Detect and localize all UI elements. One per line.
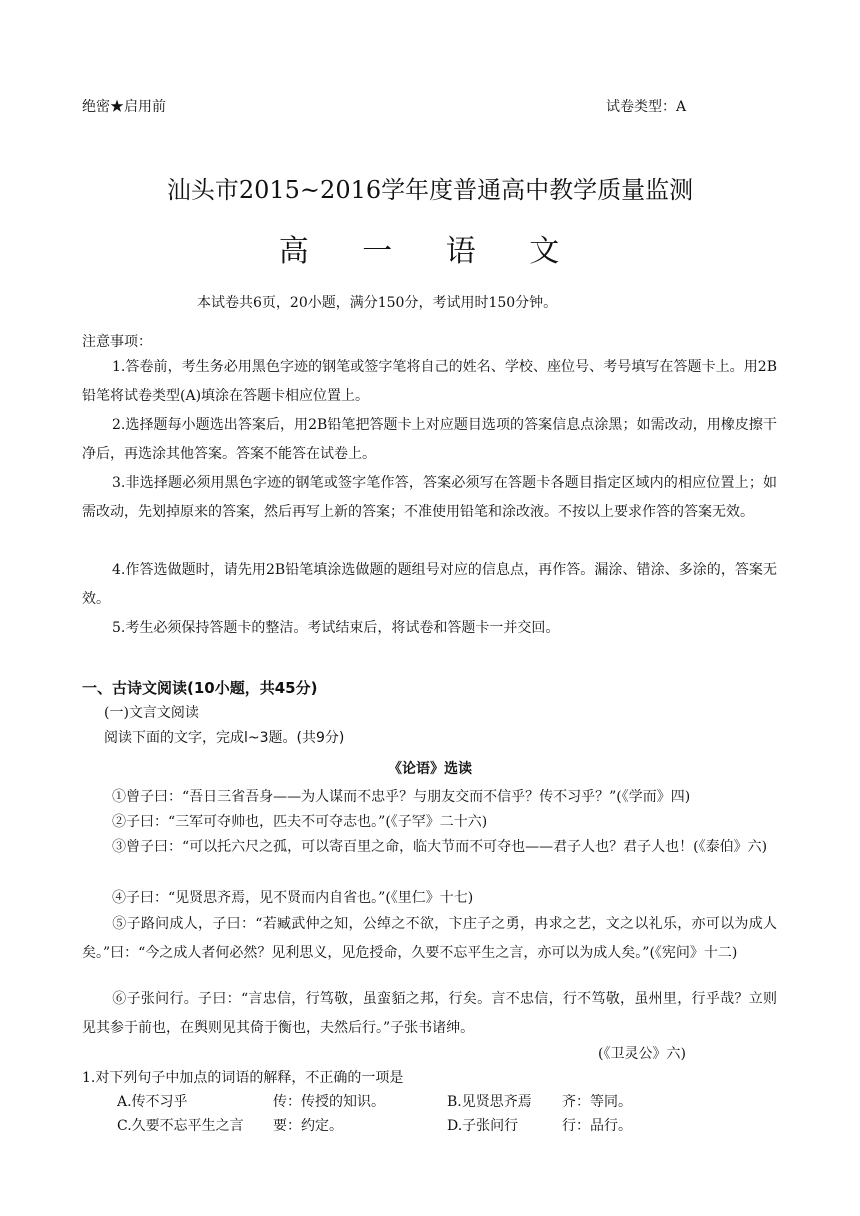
notice-item: 4.作答选做题时，请先用2B铅笔填涂选做题的题组号对应的信息点，再作答。漏涂、错涂、多涂的，答案无效。 (82, 562, 777, 607)
exam-title: 汕头市2015~2016学年度普通高中教学质量监测 (166, 176, 694, 204)
paper-type: 试卷类型：A (606, 99, 687, 115)
option-c-explain: 要：约定。 (273, 1118, 343, 1134)
passage-paragraph: ③曾子曰：“可以托六尺之孤，可以寄百里之命，临大节而不可夺也——君子人也？君子人也！(《泰伯》六) (112, 839, 768, 855)
option-a-label: A.传不习乎 (117, 1094, 188, 1110)
passage-paragraph: ②子曰：“三军可夺帅也，匹夫不可夺志也。”(《子罕》二十六) (112, 814, 488, 830)
passage-paragraph: ⑤子路问成人，子曰：“若臧武仲之知，公绰之不欲，卞庄子之勇，冉求之艺，文之以礼乐，亦可以为成人矣。”曰：“今之成人者何必然？见利思义，见危授命，久要不忘平生之言，亦可以为成人矣。”(《宪问》十二) (82, 916, 777, 961)
notice-item: 1.答卷前，考生务必用黑色字迹的钢笔或签字笔将自己的姓名、学校、座位号、考号填写在答题卡上。用2B铅笔将试卷类型(A)填涂在答题卡相应位置上。 (82, 359, 777, 404)
reading-instruction: 阅读下面的文字，完成l~3题。(共9分) (104, 730, 345, 746)
section-heading: 一、古诗文阅读(10小题，共45分) (82, 679, 318, 697)
option-c-label: C.久要不忘平生之言 (117, 1118, 244, 1134)
passage-paragraph: ⑥子张问行。子曰：“言忠信，行笃敬，虽蛮貊之邦，行矣。言不忠信，行不笃敬，虽州里，行乎哉？立则见其参于前也，在舆则见其倚于衡也，夫然后行。”子张书诸绅。 (82, 991, 777, 1036)
option-a-explain: 传：传授的知识。 (273, 1094, 385, 1110)
subject-title: 高 一 语 文 (278, 234, 582, 269)
passage-paragraph: ④子曰：“见贤思齐焉，见不贤而内自省也。”(《里仁》十七) (112, 890, 474, 906)
subsection-heading: (一)文言文阅读 (104, 705, 199, 721)
passage-source: (《卫灵公》六) (598, 1046, 686, 1062)
notice-heading: 注意事项： (82, 334, 152, 350)
option-b-label: B.见贤思齐焉 (447, 1094, 532, 1110)
option-d-label: D.子张问行 (447, 1118, 519, 1134)
notice-item: 5.考生必须保持答题卡的整洁。考试结束后，将试卷和答题卡一并交回。 (112, 620, 560, 636)
option-d-explain: 行：品行。 (562, 1118, 632, 1134)
question-stem: 1.对下列句子中加点的词语的解释，不正确的一项是 (82, 1070, 404, 1086)
passage-title: 《论语》选读 (388, 761, 472, 777)
notice-item: 3.非选择题必须用黑色字迹的钢笔或签字笔作答，答案必须写在答题卡各题目指定区域内的相应位置上；如需改动，先划掉原来的答案，然后再写上新的答案；不准使用铅笔和涂改液。不按以上要求作答的答案无效。 (82, 475, 777, 520)
secret-label: 绝密★启用前 (82, 99, 166, 115)
option-b-explain: 齐：等同。 (562, 1094, 632, 1110)
exam-info: 本试卷共6页，20小题，满分150分，考试用时150分钟。 (197, 295, 558, 311)
notice-item: 2.选择题每小题选出答案后，用2B铅笔把答题卡上对应题目选项的答案信息点涂黑；如需改动，用橡皮擦干净后，再选涂其他答案。答案不能答在试卷上。 (82, 417, 777, 462)
passage-paragraph: ①曾子曰：“吾日三省吾身——为人谋而不忠乎？与朋友交而不信乎？传不习乎？”(《学而》四) (112, 789, 691, 805)
